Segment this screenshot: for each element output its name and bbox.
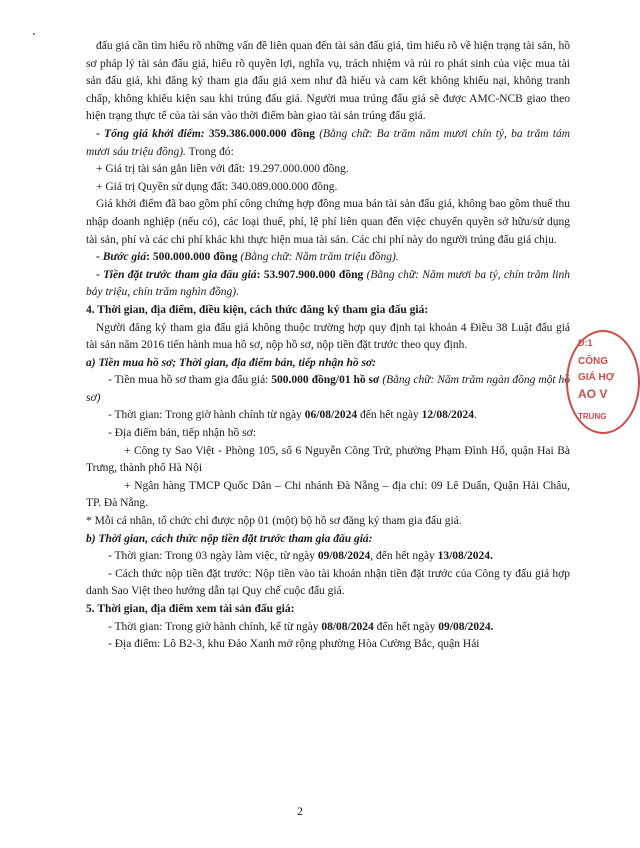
paragraph-registration-eligibility (86, 320, 570, 355)
paragraph-deposit-time (86, 548, 570, 566)
text-segment: + Giá trị tài sản gắn liền với đất: 19.297.000.000 đồng. (96, 163, 349, 176)
paragraph-viewing-location (86, 636, 570, 654)
text-segment: + Giá trị Quyền sử dụng đất: 340.089.000.000 đồng. (96, 180, 338, 193)
text-segment: - Thời gian: Trong giờ hành chính từ ngày (108, 409, 305, 422)
paragraph-sale-location (86, 425, 570, 443)
text-segment: - Cách thức nộp tiền đặt trước: Nộp tiền vào tài khoản nhận tiền đặt trước của Công ty đấu giá hợp danh Sao Việt theo hướng dẫn tại Quy chế cuộc đấu giá. (86, 567, 570, 598)
stamp-line: Đ:1 (578, 338, 593, 348)
paragraph-deposit-method (86, 566, 570, 601)
text-segment: : 500.000.000 đồng (146, 251, 238, 264)
text-segment: Tổng giá khởi điểm: (104, 127, 209, 140)
text-segment: 5. Thời gian, địa điểm xem tài sản đấu giá: (86, 603, 295, 615)
subsection-heading-b (86, 531, 570, 549)
text-segment: . (474, 409, 477, 422)
text-segment: đấu giá cần tìm hiểu rõ những vấn đề liên quan đến tài sản đấu giá, tìm hiểu rõ về hiện trạng tài sản, hồ sơ pháp lý tài sản đấu giá, hiểu rõ quyền lợi, nghĩa vụ, trách nhiệm và rủi ro phát sinh của việc mua tài sản đấu giá, khi đăng ký tham gia đấu giá xem như đã hiểu và cam kết không khiếu nại, không tranh chấp, không khiếu kiện sau khi trúng đấu giá. Người mua trúng đấu giá sẽ được AMC-NCB giao theo hiện trạng thực tế của tài sản vào thời điểm bàn giao tài sản trúng đấu giá. (86, 40, 570, 123)
section-heading-5 (86, 601, 570, 619)
text-segment: (Bằng chữ: Năm mươi ba tỷ, chín trăm linh bảy triệu, chín trăm nghìn đồng). (86, 268, 570, 299)
paragraph-sale-time (86, 407, 570, 425)
text-segment: * Mỗi cá nhân, tổ chức chỉ được nộp 01 (một) bộ hồ sơ đăng ký tham gia đấu giá. (86, 515, 462, 528)
text-segment: + Ngân hàng TMCP Quốc Dân – Chi nhánh Đà Nẵng – địa chỉ: 09 Lê Duẩn, Quận Hải Châu, TP. Đà Nẵng. (86, 479, 570, 510)
text-segment: - Tiền mua hồ sơ tham gia đấu giá: (108, 374, 272, 387)
text-segment: - (96, 251, 103, 264)
text-segment: - Thời gian: Trong giờ hành chính, kể từ ngày (108, 620, 322, 633)
subsection-heading-a (86, 355, 570, 373)
text-segment: Trong đó: (185, 145, 234, 158)
text-segment: (Bằng chữ: Năm trăm ngàn đồng một hồ sơ) (86, 374, 570, 404)
stamp-line: CÔNG (578, 356, 608, 367)
section-heading-4 (86, 302, 570, 320)
text-segment: + Công ty Sao Việt - Phòng 105, số 6 Nguyễn Công Trứ, phường Phạm Đình Hổ, quận Hai Bà Trưng, thành phố Hà Nội (86, 444, 570, 475)
text-segment: 12/08/2024 (421, 409, 475, 422)
paragraph-location-ncb-danang (86, 478, 570, 513)
text-segment: (Bằng chữ: Ba trăm năm mươi chín tỷ, ba trăm tám mươi sáu triệu đồng). (86, 127, 571, 158)
text-segment: 359.386.000.000 đồng (208, 127, 315, 140)
text-segment: 13/08/2024. (437, 550, 493, 563)
text-segment: đến hết ngày (357, 409, 422, 422)
text-segment: b) Thời gian, cách thức nộp tiền đặt trước tham gia đấu giá: (86, 532, 373, 545)
text-segment: 4. Thời gian, địa điểm, điều kiện, cách thức đăng ký tham gia đấu giá: (86, 303, 429, 316)
paragraph-attached-asset-value (86, 161, 570, 179)
text-segment: Bước giá (102, 251, 147, 264)
paragraph-viewing-time (86, 619, 570, 637)
paragraph-price-inclusions (86, 196, 570, 249)
text-segment: đến hết ngày (373, 620, 439, 633)
text-segment: (Bằng chữ: Năm trăm triệu đồng). (237, 251, 399, 264)
paragraph-risk-notice (86, 38, 570, 126)
red-seal-stamp (566, 330, 640, 434)
stamp-line: AO V (578, 387, 608, 401)
text-segment: a) Tiền mua hồ sơ; Thời gian, địa điểm bán, tiếp nhận hồ sơ: (86, 356, 376, 369)
body-text (86, 38, 570, 654)
paragraph-one-dossier-note (86, 513, 570, 531)
text-segment: 06/08/2024 (304, 409, 358, 422)
paragraph-dossier-fee (86, 372, 570, 407)
paragraph-land-use-value (86, 179, 570, 197)
paragraph-deposit (86, 267, 570, 302)
text-segment: 09/08/2024 (317, 550, 371, 563)
text-segment: - Địa điểm: Lô B2-3, khu Đảo Xanh mở rộng phường Hòa Cường Bắc, quận Hải (108, 638, 480, 651)
text-segment: - Địa điểm bán, tiếp nhận hồ sơ: (108, 427, 256, 440)
text-segment: - Thời gian: Trong 03 ngày làm việc, từ ngày (108, 550, 318, 563)
scan-speck (33, 33, 35, 35)
text-segment: : 53.907.900.000 đồng (256, 268, 364, 281)
paragraph-total-starting-price (86, 126, 570, 161)
text-segment: Tiền đặt trước tham gia đấu giá (103, 268, 257, 281)
text-segment: - (96, 268, 104, 281)
text-segment: 08/08/2024 (321, 620, 374, 633)
text-segment: 09/08/2024. (438, 620, 494, 633)
text-segment: 500.000 đồng/01 hồ sơ (271, 374, 380, 387)
text-segment: , đến hết ngày (370, 550, 438, 563)
page-number: 2 (297, 806, 303, 818)
stamp-line: GIÁ HỢ (578, 372, 615, 383)
text-segment: - (96, 127, 105, 140)
paragraph-location-sao-viet (86, 443, 570, 478)
stamp-line: TRUNG (578, 412, 607, 421)
paragraph-bid-increment (86, 249, 570, 267)
text-segment: Người đăng ký tham gia đấu giá không thuộc trường hợp quy định tại khoản 4 Điều 38 Luật đấu giá tài sản năm 2016 tiến hành mua hồ sơ, nộp hồ sơ, nộp tiền đặt trước theo quy định. (86, 321, 570, 352)
text-segment: Giá khởi điểm đã bao gồm phí công chứng hợp đồng mua bán tài sản đấu giá, không bao gồm thuế thu nhập doanh nghiệp (nếu có), các loại thuế, phí, lệ phí liên quan đến việc chuyển quyền sở hữu/sử dụng tài sản, phí và các chi phí khác khi thực hiện mua tài sản. Các chi phí này do người trúng đấu giá chịu. (86, 198, 570, 246)
